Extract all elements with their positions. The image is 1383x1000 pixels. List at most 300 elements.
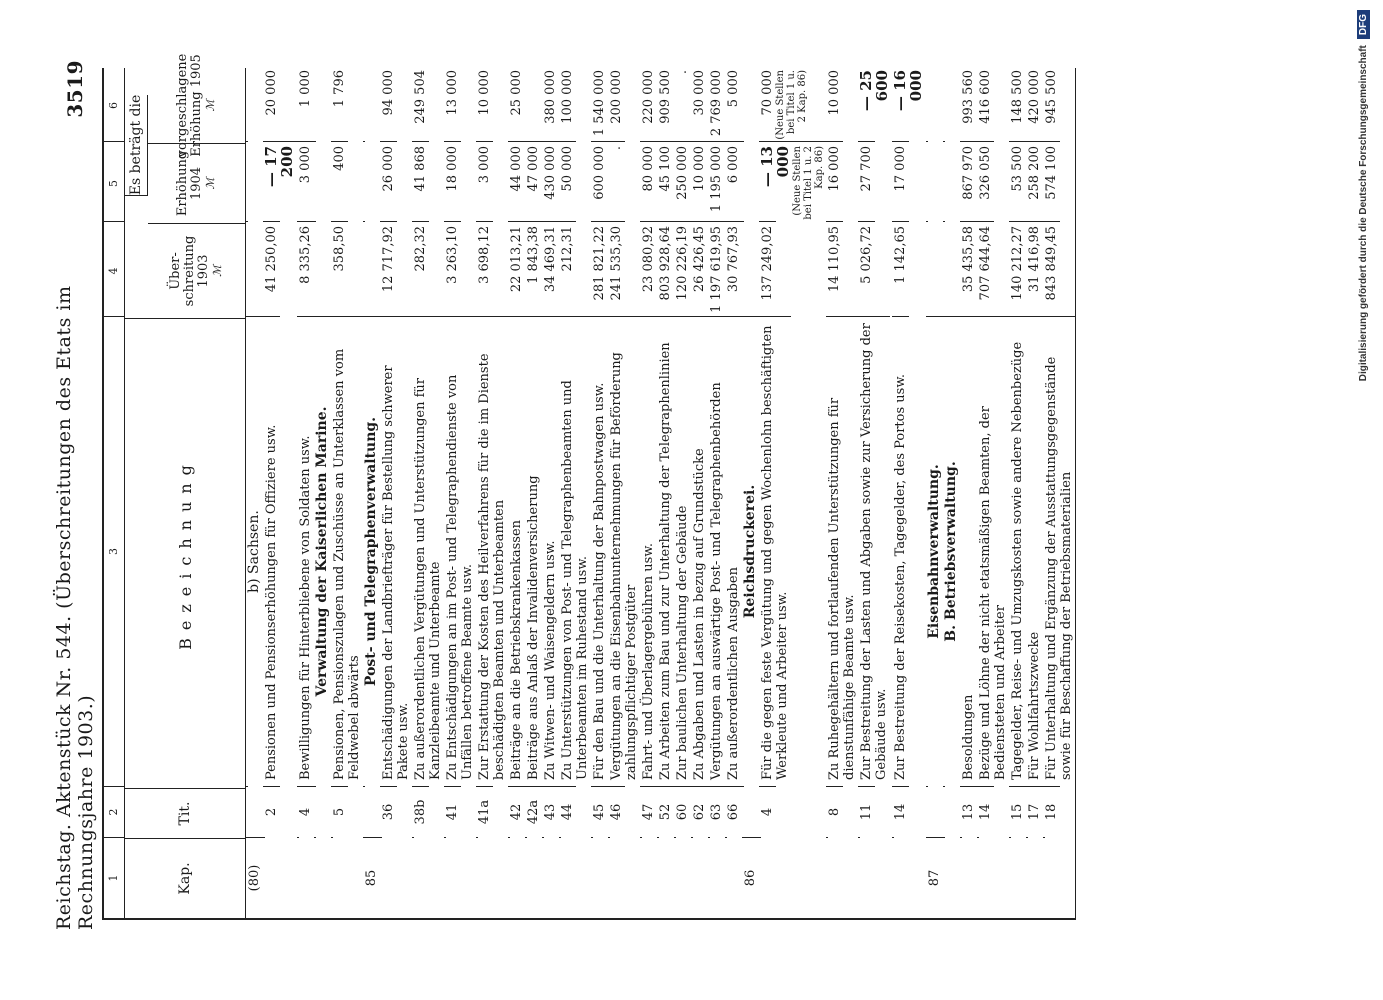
cell-bezeichnung [926,316,943,786]
cell-c4 [412,221,429,316]
cell-bezeichnung [525,316,542,786]
cell-value: 358,50 [332,226,347,272]
section-heading-row [742,68,759,918]
cell-kap [708,837,710,918]
cell-value: 843 849,45 [1044,226,1059,301]
cell-value: 30 000 [692,70,707,116]
cell-kap [1026,837,1028,918]
cell-value: 5 [332,807,347,817]
cell-c4 [444,221,461,316]
table-row [331,68,363,918]
cell-c4 [759,221,776,316]
cell-value: 10 000 [477,70,492,116]
cell-c5 [508,141,525,221]
cell-value: — 17 200 [262,146,296,188]
cell-value: Zu Abgaben und Lasten in bezug auf Grundstücke [692,448,707,780]
cell-c6 [263,66,280,141]
cell-value: 63 [709,803,724,821]
cell-value: 18 [1044,803,1059,821]
colnum-3: 3 [104,316,124,786]
cell-bezeichnung [826,316,858,786]
cell-c4 [926,221,928,316]
cell-value: 120 226,19 [675,226,690,301]
cell-value: Zur baulichen Unterhaltung der Gebäude [675,505,690,780]
cell-c4 [977,221,994,316]
column-header-row [125,53,246,918]
cell-c6 [960,66,977,141]
table-row [608,68,640,918]
table-row [691,68,708,918]
cell-kap [331,837,333,918]
cell-c4 [542,221,559,316]
cell-c4 [1009,221,1026,316]
cell-c4 [476,221,493,316]
cell-value: 20 000 [264,70,279,116]
cell-value: 1 540 000 [592,70,607,137]
cell-kap [380,837,382,918]
cell-value: 44 000 [509,146,524,192]
cell-c6 [977,66,994,141]
cell-value: 200 000 [609,70,624,124]
cell-bezeichnung [508,316,525,786]
cell-kap [542,837,544,918]
cell-kap [943,837,945,918]
cell-c5 [1009,141,1026,221]
cell-c6 [608,66,625,141]
section-heading-row [246,68,263,918]
cell-c6 [525,66,527,141]
cell-tit [559,786,576,837]
cell-value: 36 [381,803,396,821]
cell-value: 600 000 [592,146,607,200]
cell-c5 [858,141,875,221]
cell-value: Zu Witwen- und Waisengeldern usw. [543,540,558,780]
cell-c6 [674,66,691,141]
cell-c6 [657,66,674,141]
header-vorgeschlagene: vorgeschlagene Erhöhung 1905 ℳ [174,53,217,158]
section-heading-row [363,68,380,918]
cell-value: 66 [726,803,741,821]
cell-value: 35 435,58 [961,226,976,293]
table-row [542,68,559,918]
table-body [246,68,1075,918]
cell-tit [708,786,725,837]
cell-value: Bezüge und Löhne der nicht etatsmäßigen Beamten, der Bediensteten und Arbeiter [978,406,1008,780]
cell-value: 2 769 000 [709,70,724,137]
cell-c6 [380,66,397,141]
cell-c5 [542,141,559,221]
cell-kap [1043,837,1045,918]
cell-value: 326 050 [978,146,993,200]
cell-value: Zu Unterstützungen von Post- und Telegraphenbeamten und Unterbeamten im Ruhestand usw. [560,380,590,780]
section-heading-row [943,68,960,918]
cell-value: 17 [1027,803,1042,821]
colnum-4: 4 [104,221,124,316]
cell-bezeichnung [263,316,280,786]
table-row [708,68,725,918]
cell-value: 8 335,26 [298,226,313,284]
cell-c6 [559,66,576,141]
cell-c6 [1009,66,1026,141]
cell-value: 3 000 [477,146,492,184]
cell-value: 137 249,02 [760,226,775,301]
cell-value: 41 250,00 [264,226,279,293]
cell-c5 [826,141,843,221]
cell-tit [943,786,945,837]
cell-bezeichnung [1026,316,1043,786]
cell-c4 [691,221,708,316]
cell-c4 [858,221,875,316]
cell-value: 45 [592,803,607,821]
cell-bezeichnung [314,316,331,786]
cell-c5 [691,141,708,221]
cell-value: 574 100 [1044,146,1059,200]
cell-value: — 16 000 [891,70,925,112]
cell-value: Fahrt- und Überlagergebühren usw. [641,542,656,780]
cell-value: 140 212,27 [1010,226,1025,301]
cell-value: 41a [477,799,492,825]
cell-c6 [725,66,742,141]
table-row [657,68,674,918]
cell-kap [314,837,316,918]
cell-c6 [363,66,365,141]
table-row [263,68,297,918]
cell-bezeichnung [691,316,708,786]
table-row [960,68,977,918]
cell-tit [542,786,559,837]
cell-c4 [608,221,625,316]
cell-value: 25 000 [509,70,524,116]
cell-tit [297,786,314,837]
cell-c6 [331,66,348,141]
cell-value: Bewilligungen für Hinterbliebene von Soldaten usw. [298,435,313,780]
cell-kap [363,837,380,918]
cell-bezeichnung [476,316,508,786]
cell-value: 22 013,21 [509,226,524,293]
cell-c4 [708,221,725,316]
cell-value: . [675,70,690,75]
cell-c5 [444,141,461,221]
cell-kap [892,837,894,918]
cell-tit [657,786,674,837]
table-row [525,68,542,918]
cell-value: Zu Entschädigungen an im Post- und Telegraphendienste von Unfällen betroffene Beamte usw. [445,374,475,780]
cell-tit [725,786,742,837]
cell-c5 [380,141,397,221]
cell-kap [858,837,860,918]
cell-value: 281 821,22 [592,226,607,301]
table-row [1009,68,1026,918]
cell-c5 [314,141,316,221]
cell-bezeichnung [977,316,1009,786]
cell-c6 [508,66,525,141]
cell-value: Zu außerordentlichen Ausgaben [726,567,741,780]
cell-value: 18 000 [445,146,460,192]
cell-kap [742,837,759,918]
table-row [858,68,892,918]
cell-value: 10 000 [827,70,842,116]
cell-value: Für Unterhaltung und Ergänzung der Ausstattungsgegenstände sowie für Beschaffung der Betriebsmaterialien [1044,356,1074,780]
cell-value: 14 [893,803,908,821]
cell-bezeichnung [640,316,657,786]
table-row [297,68,314,918]
cell-value: 70 000 [760,70,775,116]
cell-tit [759,786,776,837]
cell-c4 [1026,221,1043,316]
cell-value: 6 000 [726,146,741,184]
cell-bezeichnung [708,316,725,786]
cell-value: 1 197 619,95 [709,226,724,313]
cell-value: 44 [560,803,575,821]
cell-value: 945 500 [1044,70,1059,124]
table-row [508,68,525,918]
cell-c6 [314,66,316,141]
cell-tit [508,786,525,837]
cell-value: 23 080,92 [641,226,656,293]
cell-c4 [591,221,608,316]
cell-c6 [708,66,725,141]
cell-tit [380,786,397,837]
dfg-logo: DFG [1357,10,1370,39]
cell-c4 [380,221,397,316]
cell-kap [559,837,561,918]
cell-value: 15 [1010,803,1025,821]
table-row [476,68,508,918]
section-heading-row [314,68,331,918]
cell-bezeichnung [444,316,476,786]
cell-c6 [943,66,945,141]
cell-c6 [826,66,843,141]
cell-tit [263,786,280,837]
cell-c4 [640,221,657,316]
cell-tit [476,786,493,837]
page-header [53,60,97,930]
section-heading-row [926,68,943,918]
cell-value: 212,31 [560,226,575,272]
cell-value: 12 717,92 [381,226,396,293]
cell-c5 [725,141,742,221]
cell-c5 [331,141,348,221]
cell-c5 [977,141,994,221]
cell-kap [591,837,593,918]
header-kap: Kap. [125,838,245,918]
cell-c4 [742,221,744,316]
cell-bezeichnung [591,316,608,786]
cell-c5 [412,141,429,221]
cell-value: 3 698,12 [477,226,492,284]
cell-kap [977,837,979,918]
cell-value: — 25 600 [857,70,891,112]
cell-value: Für den Bau und die Unterhaltung der Bahnpostwagen usw. [592,382,607,780]
header-es-betraegt: Es beträgt die [125,95,148,197]
cell-value: 41 868 [413,146,428,192]
cell-c6 [858,66,892,141]
cell-value: 993 560 [961,70,976,124]
digitization-text: Digitalisierung gefördert durch die Deutsche Forschungsgemeinschaft [1357,45,1369,382]
cell-c6 [297,66,314,141]
header-ueberschreitung: Über-schreitung 1903 ℳ [148,223,245,318]
cell-value: 50 000 [560,146,575,192]
cell-c5 [926,141,928,221]
cell-value: (80) [247,864,262,892]
cell-bezeichnung [725,316,742,786]
table-row [892,68,926,918]
cell-c4 [525,221,542,316]
cell-value: 31 416,98 [1027,226,1042,293]
cell-value: 94 000 [381,70,396,116]
cell-bezeichnung [960,316,977,786]
cell-kap [297,837,299,918]
cell-value: Zur Erstattung der Kosten des Heilverfahrens für die im Dienste beschädigten Beamten und Unterbeamten [477,353,507,780]
cell-value: Zu Ruhegehältern und fortlaufenden Unterstützungen für dienstunfähige Beamte usw. [827,397,857,780]
cell-value: 30 767,93 [726,226,741,293]
cell-c4 [363,221,365,316]
cell-value: 3 000 [298,146,313,184]
cell-value: 4 [760,807,775,817]
cell-bezeichnung [892,316,909,786]
cell-value: Beiträge an die Betriebskrankenkassen [509,519,524,780]
cell-c5 [297,141,314,221]
cell-value: Post- und Telegraphenverwaltung. [363,416,379,687]
table-row [674,68,691,918]
cell-c4 [657,221,674,316]
header-amount-group [125,53,245,318]
cell-bezeichnung [858,316,890,786]
table-row [444,68,476,918]
cell-bezeichnung [674,316,691,786]
cell-value: Beiträge aus Anlaß der Invalidenversicherung [526,475,541,780]
cell-value: B. Betriebsverwaltung. [943,461,959,642]
cell-value: 26 426,45 [692,226,707,293]
cell-c5 [363,141,365,221]
cell-c6 [691,66,708,141]
cell-value: 220 000 [641,70,656,124]
cell-c5 [591,141,608,221]
header-tit: Tit. [125,788,245,838]
cell-value: Zur Bestreitung der Reisekosten, Tagegelder, des Portos usw. [893,373,908,780]
cell-value: 1 000 [298,70,313,108]
cell-kap [926,837,943,918]
cell-value: 10 000 [692,146,707,192]
cell-c5 [892,141,909,221]
cell-value: Für die gegen feste Vergütung und gegen Wochenlohn beschäftigten Werkleute und Arbeiter usw. [760,325,790,780]
cell-value: 250 000 [675,146,690,200]
cell-c4 [725,221,742,316]
column-number-row [104,68,125,918]
cell-tit [960,786,977,837]
cell-tit [444,786,461,837]
cell-kap [508,837,510,918]
cell-c4 [263,221,280,316]
cell-value: 87 [927,869,942,887]
table-row [725,68,742,918]
cell-bezeichnung [943,316,960,786]
cell-c6 [412,66,429,141]
cell-tit [608,786,625,837]
cell-c5 [476,141,493,221]
cell-kap [246,837,263,918]
table-row [977,68,1009,918]
table-row [826,68,858,918]
cell-kap [960,837,962,918]
cell-value: 42 [509,803,524,821]
cell-tit [674,786,691,837]
cell-value: 17 000 [893,146,908,192]
cell-bezeichnung [742,316,759,786]
cell-value: 100 000 [560,70,575,124]
cell-kap [657,837,659,918]
table-row [591,68,608,918]
table-row [759,68,826,918]
cell-value: b) Sachsen. [246,510,262,593]
cell-c5 [960,141,977,221]
cell-bezeichnung [559,316,591,786]
cell-tit [246,786,248,837]
cell-value: 400 [332,146,347,171]
cell-bezeichnung [1043,316,1075,786]
cell-value: 803 928,64 [658,226,673,301]
cell-c5 [943,141,945,221]
table-row [640,68,657,918]
cell-bezeichnung [759,316,791,786]
cell-c6 [1026,66,1043,141]
cell-c6 [246,66,248,141]
cell-kap [674,837,676,918]
cell-value: 41 [445,803,460,821]
header-bezeichnung: Bezeichnung [125,318,245,788]
cell-value: 282,32 [413,226,428,272]
unit-mark: ℳ [210,265,224,277]
cell-note: (Neue Stellen bei Titel 1 u. 2 Kap. 86) [775,70,808,140]
cell-c5 [559,141,576,221]
cell-bezeichnung [657,316,674,786]
table-row [412,68,444,918]
cell-tit [1026,786,1043,837]
cell-kap [640,837,642,918]
cell-value: 148 500 [1010,70,1025,124]
cell-tit [742,786,744,837]
cell-kap [263,837,265,918]
cell-c5 [657,141,674,221]
cell-tit [1009,786,1026,837]
cell-value: 8 [827,807,842,817]
cell-value: 26 000 [381,146,396,192]
colnum-1: 1 [104,837,124,918]
cell-value: 27 700 [859,146,874,192]
cell-value: 38b [413,799,428,825]
cell-value: 43 [543,803,558,821]
cell-tit [640,786,657,837]
cell-kap [525,837,527,918]
cell-c5 [640,141,657,221]
cell-value: 62 [692,803,707,821]
overrun-table [102,53,1076,920]
cell-value: 416 600 [978,70,993,124]
cell-value: Verwaltung der Kaiserlichen Marine. [314,406,330,697]
cell-c6 [759,66,809,141]
cell-value: Eisenbahnverwaltung. [926,464,942,639]
table-row [1026,68,1043,918]
digitization-credit [1352,10,1374,610]
cell-c4 [674,221,691,316]
cell-kap [444,837,446,918]
cell-value: 867 970 [961,146,976,200]
cell-c6 [444,66,461,141]
cell-c4 [892,221,909,316]
cell-bezeichnung [412,316,444,786]
cell-c4 [508,221,525,316]
cell-kap [1009,837,1011,918]
